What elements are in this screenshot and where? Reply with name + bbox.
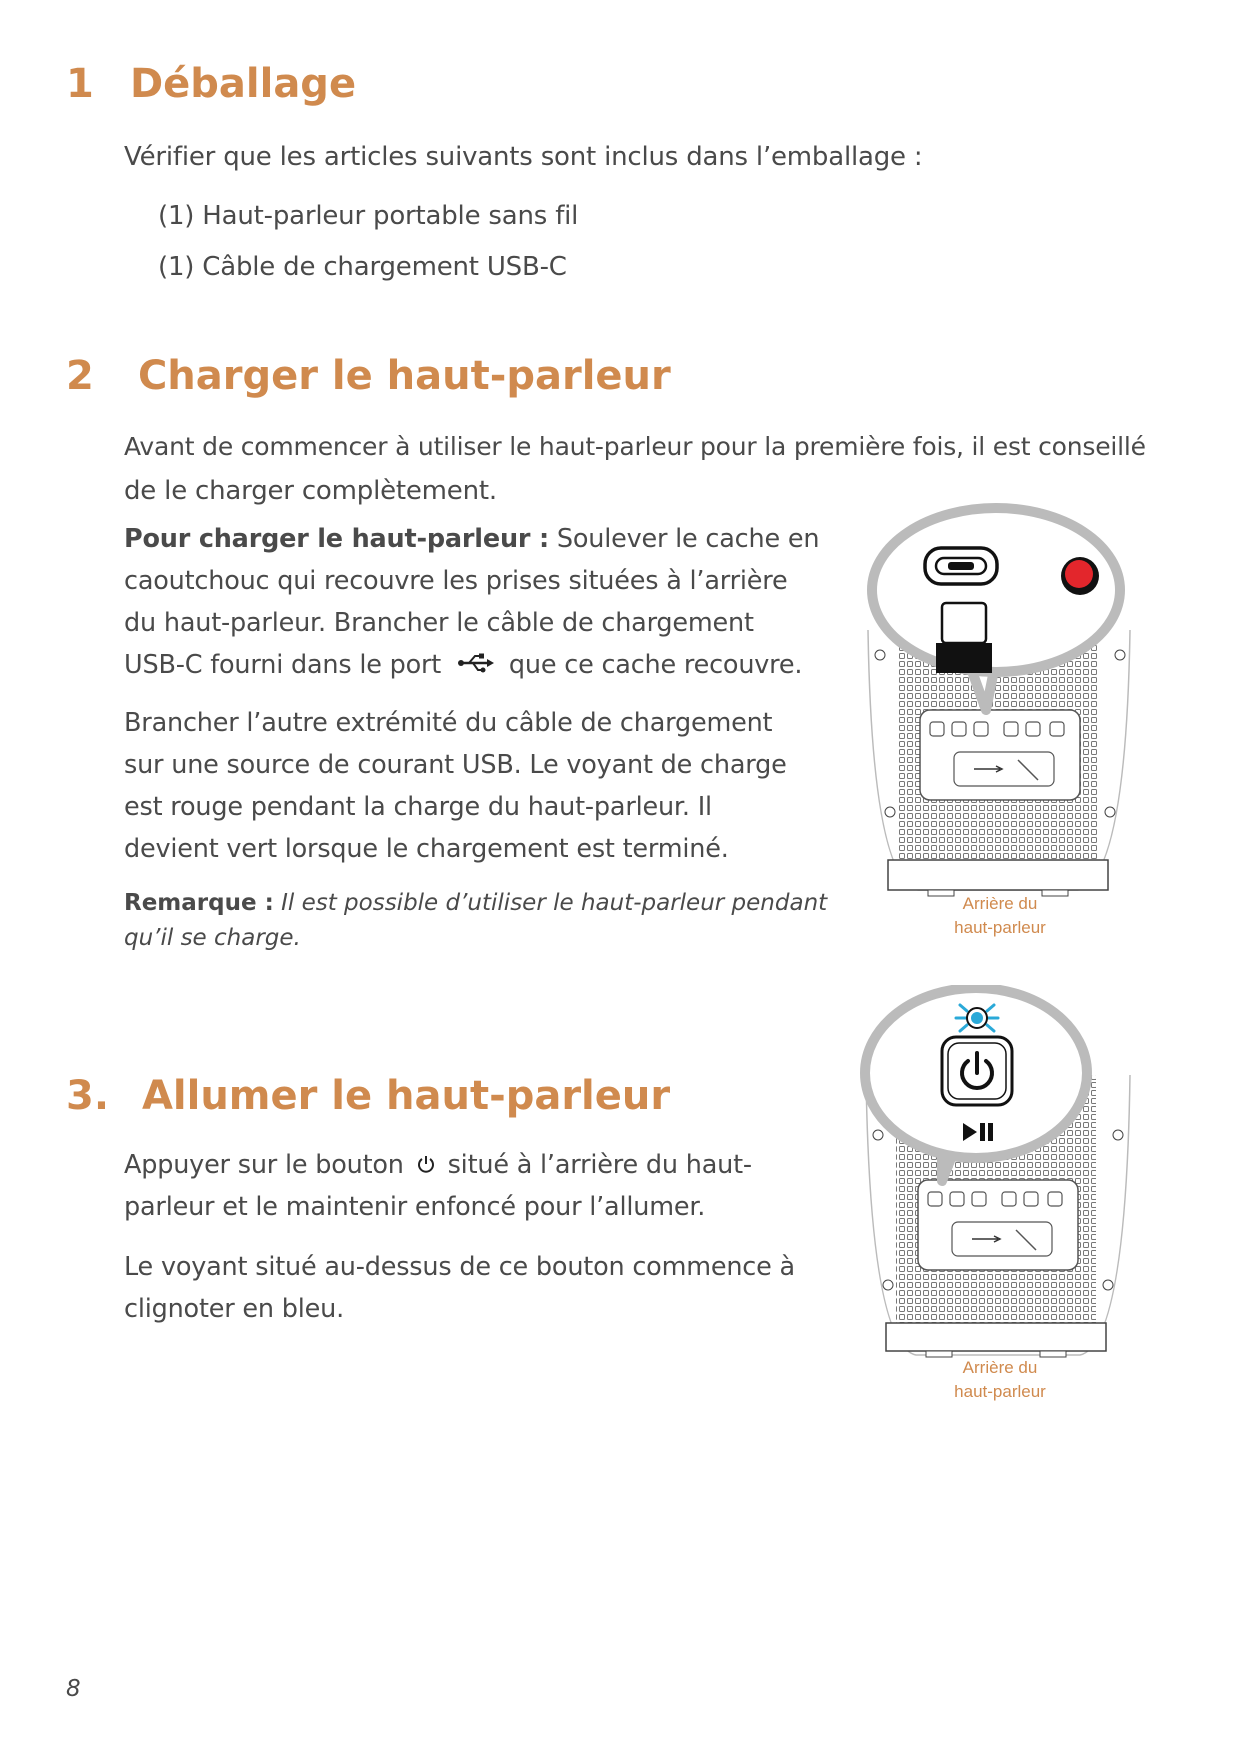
section1-intro: Vérifier que les articles suivants sont inclus dans l’emballage : [124,142,923,172]
page-number: 8 [66,1676,81,1702]
power-line1b: situé à l’arrière du haut- [439,1150,752,1180]
led-line4: devient vert lorsque le chargement est terminé. [124,834,729,864]
charge-line3: du haut-parleur. Brancher le câble de chargement [124,608,754,638]
charge-line4b: que ce cache recouvre. [501,650,803,680]
blink-line1: Le voyant situé au-dessus de ce bouton commence à [124,1252,795,1282]
note-line1: Il est possible d’utiliser le haut-parleur pendant [273,890,828,916]
section3-paragraph2 [124,1246,824,1330]
section2-intro-line2: de le charger complètement. [124,476,497,506]
section1-title: Déballage [129,61,357,107]
led-line1: Brancher l’autre extrémité du câble de chargement [124,708,773,738]
charge-lead: Pour charger le haut-parleur : [124,524,549,554]
caption-charging [900,892,1100,940]
caption-power-line2: haut-parleur [954,1382,1046,1401]
note-line2: qu’il se charge. [124,925,301,951]
section2-heading [66,353,671,399]
power-icon [416,1145,436,1187]
caption-charging-line1: Arrière du [962,894,1038,913]
section2-number: 2 [66,353,94,399]
charge-line1: Soulever le cache en [548,524,820,554]
section1-heading [66,61,357,107]
charge-line2: caoutchouc qui recouvre les prises situées à l’arrière [124,566,788,596]
led-line3: est rouge pendant la charge du haut-parleur. Il [124,792,712,822]
section3-number: 3. [66,1073,110,1119]
section3-heading [66,1073,671,1119]
caption-charging-line2: haut-parleur [954,918,1046,937]
section2-charge-paragraph [124,518,820,686]
caption-power [900,1356,1100,1404]
power-line1a: Appuyer sur le bouton [124,1150,412,1180]
section1-item-1: (1) Haut-parleur portable sans fil [158,201,579,231]
section2-led-paragraph [124,702,814,870]
section2-intro-line1: Avant de commencer à utiliser le haut-parleur pour la première fois, il est conseillé [124,432,1146,461]
caption-power-line1: Arrière du [962,1358,1038,1377]
usb-icon [457,645,495,687]
section3-paragraph1 [124,1144,824,1228]
section1-number: 1 [66,61,94,107]
power-line2: parleur et le maintenir enfoncé pour l’allumer. [124,1192,706,1222]
speaker-back-charging-illustration [858,500,1138,900]
section2-note [124,886,828,956]
section2-title: Charger le haut-parleur [137,353,671,399]
blink-line2: clignoter en bleu. [124,1294,344,1324]
section3-title: Allumer le haut-parleur [141,1073,671,1119]
section1-item-2: (1) Câble de chargement USB-C [158,252,567,282]
led-line2: sur une source de courant USB. Le voyant de charge [124,750,787,780]
note-lead: Remarque : [124,890,274,916]
charge-line4a: USB-C fourni dans le port [124,650,450,680]
speaker-back-power-illustration [858,985,1138,1360]
